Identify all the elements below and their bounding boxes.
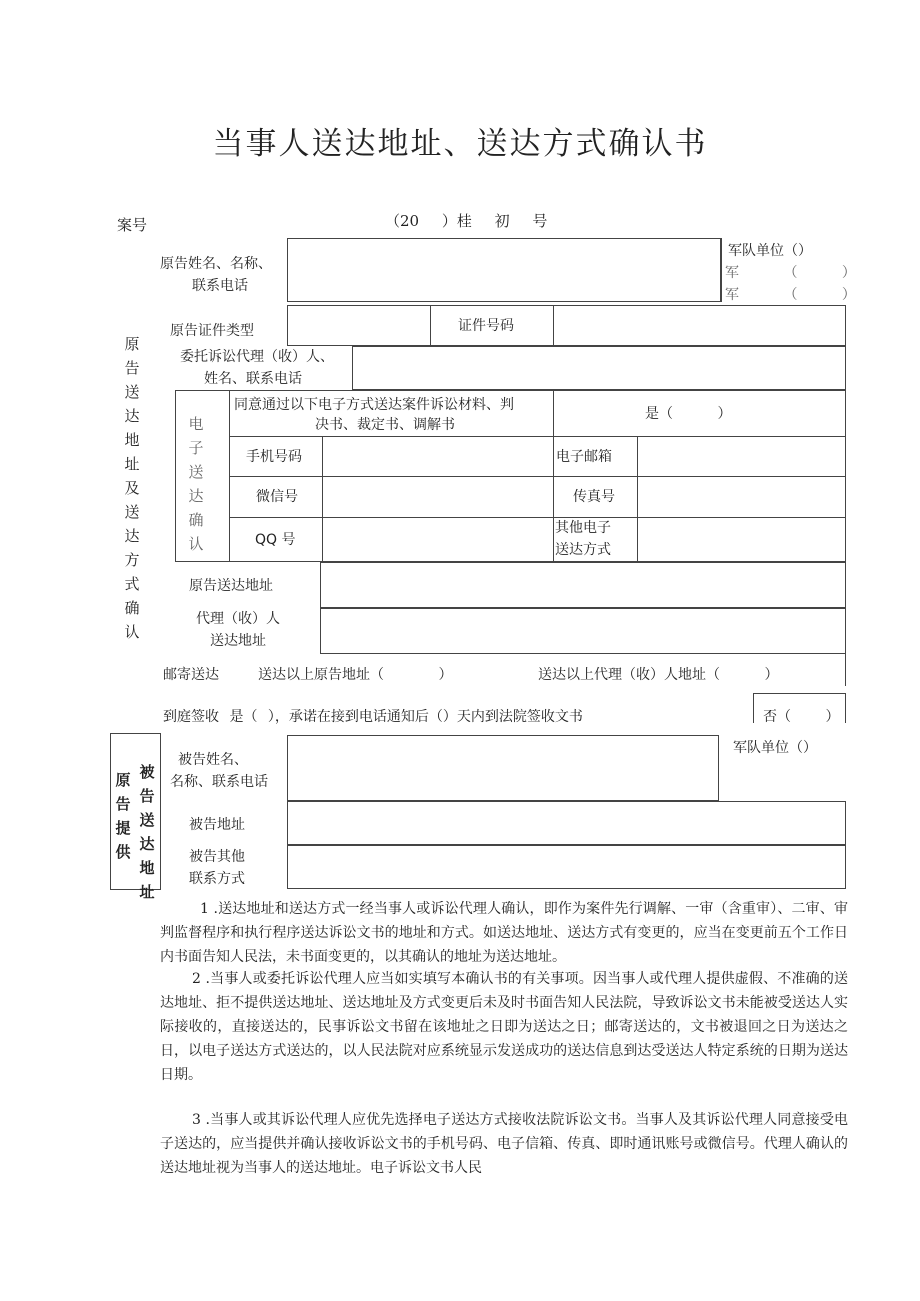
defendant-contact-label-2: 联系方式 xyxy=(189,871,245,887)
court-receive-text[interactable]: 到庭签收 是（ ），承诺在接到电话通知后（）天内到法院签收文书 xyxy=(163,709,583,725)
electronic-agree-text: 同意通过以下电子方式送达案件诉讼材料、判 xyxy=(234,397,514,413)
agent-field[interactable] xyxy=(352,346,846,390)
agent-address-label: 代理（收）人 xyxy=(196,611,280,627)
defendant-military-unit: 军队单位（） xyxy=(733,740,817,756)
defendant-name-field[interactable] xyxy=(287,735,719,801)
defendant-vertical-label-a: 原告提供 xyxy=(115,771,131,861)
defendant-contact-field[interactable] xyxy=(287,845,846,889)
qq-field[interactable] xyxy=(324,519,551,561)
plaintiff-name-field[interactable] xyxy=(287,238,721,302)
phone-label: 手机号码 xyxy=(246,449,302,465)
other-electronic-label-2: 送达方式 xyxy=(555,542,611,558)
case-number: （20 ）桂 初 号 xyxy=(385,212,548,230)
plaintiff-name-label-2: 联系电话 xyxy=(192,278,248,294)
email-field[interactable] xyxy=(639,438,845,475)
mail-to-plaintiff-option[interactable]: 送达以上原告地址（ ） xyxy=(258,667,453,683)
electronic-section-label: 电子送达确认 xyxy=(188,415,204,553)
plaintiff-address-label: 原告送达地址 xyxy=(189,578,273,594)
defendant-address-field[interactable] xyxy=(287,801,846,845)
wechat-label: 微信号 xyxy=(256,489,298,505)
fax-label: 传真号 xyxy=(573,489,615,505)
court-receive-no-option[interactable]: 否（ ） xyxy=(763,709,840,725)
other-electronic-label: 其他电子 xyxy=(555,520,611,536)
agent-label-2: 姓名、联系电话 xyxy=(204,371,302,387)
electronic-yes-option[interactable]: 是（ ） xyxy=(645,406,732,422)
plaintiff-military-2: 军 （ ） xyxy=(725,265,856,281)
plaintiff-id-number-field[interactable] xyxy=(556,307,844,344)
email-label: 电子邮箱 xyxy=(556,449,612,465)
wechat-field[interactable] xyxy=(324,478,551,516)
defendant-contact-label: 被告其他 xyxy=(189,849,245,865)
plaintiff-id-number-label: 证件号码 xyxy=(458,318,514,334)
case-number-label: 案号 xyxy=(117,216,148,234)
plaintiff-military-unit: 军队单位（） xyxy=(728,243,812,259)
defendant-vertical-label-b: 被告送达地址 xyxy=(139,763,155,901)
note-1: 1 .送达地址和送达方式一经当事人或诉讼代理人确认，即作为案件先行调解、一审（含重审）、二审、审判监督程序和执行程序送达诉讼文书的地址和方式。如送达地址、送达方式有变更的，应当在变更前五个工作日内书面告知人民法，未书面变更的，以其确认的地址为送达地址。 xyxy=(160,901,848,965)
plaintiff-id-type-label: 原告证件类型 xyxy=(170,323,254,339)
agent-address-field[interactable] xyxy=(320,608,846,654)
plaintiff-address-field[interactable] xyxy=(320,562,846,608)
other-electronic-field[interactable] xyxy=(639,519,845,561)
defendant-name-label-2: 名称、联系电话 xyxy=(170,774,268,790)
document-title: 当事人送达地址、送达方式确认书 xyxy=(212,126,708,162)
agent-address-label-2: 送达地址 xyxy=(210,633,266,649)
qq-label: QQ 号 xyxy=(255,532,296,548)
defendant-name-label: 被告姓名、 xyxy=(178,752,248,768)
plaintiff-name-label: 原告姓名、名称、 xyxy=(160,256,272,272)
fax-field[interactable] xyxy=(639,478,845,516)
defendant-address-label: 被告地址 xyxy=(189,817,245,833)
electronic-agree-text-2: 决书、裁定书、调解书 xyxy=(315,417,455,433)
note-2: 2 .当事人或委托诉讼代理人应当如实填写本确认书的有关事项。因当事人或代理人提供虚假、不准确的送达地址、拒不提供送达地址、送达地址及方式变更后未及时书面告知人民法院，导致诉讼文书未能被受送达人实际接收的，直接送达的，民事诉讼文书留在该地址之日即为送达之日；邮寄送达的，文书被退回之日为送达之日，以电子送达方式送达的，以人民法院对应系统显示发送成功的送达信息到达受送达人特定系统的日期为送达日期。 xyxy=(160,971,848,1083)
mail-service-label: 邮寄送达 xyxy=(163,667,219,683)
agent-label: 委托诉讼代理（收）人、 xyxy=(180,349,334,365)
phone-field[interactable] xyxy=(324,438,551,475)
mail-to-agent-option[interactable]: 送达以上代理（收）人地址（ ） xyxy=(538,667,779,683)
plaintiff-section-label: 原告送达地址及送达方式确认 xyxy=(124,335,140,641)
note-3: 3 .当事人或其诉讼代理人应优先选择电子送达方式接收法院诉讼文书。当事人及其诉讼代理人同意接受电子送达的，应当提供并确认接收诉讼文书的手机号码、电子信箱、传真、即时通讯账号或微信号。代理人确认的送达地址视为当事人的送达地址。电子诉讼文书人民 xyxy=(160,1112,848,1176)
plaintiff-military-3: 军 （ ） xyxy=(725,287,856,303)
